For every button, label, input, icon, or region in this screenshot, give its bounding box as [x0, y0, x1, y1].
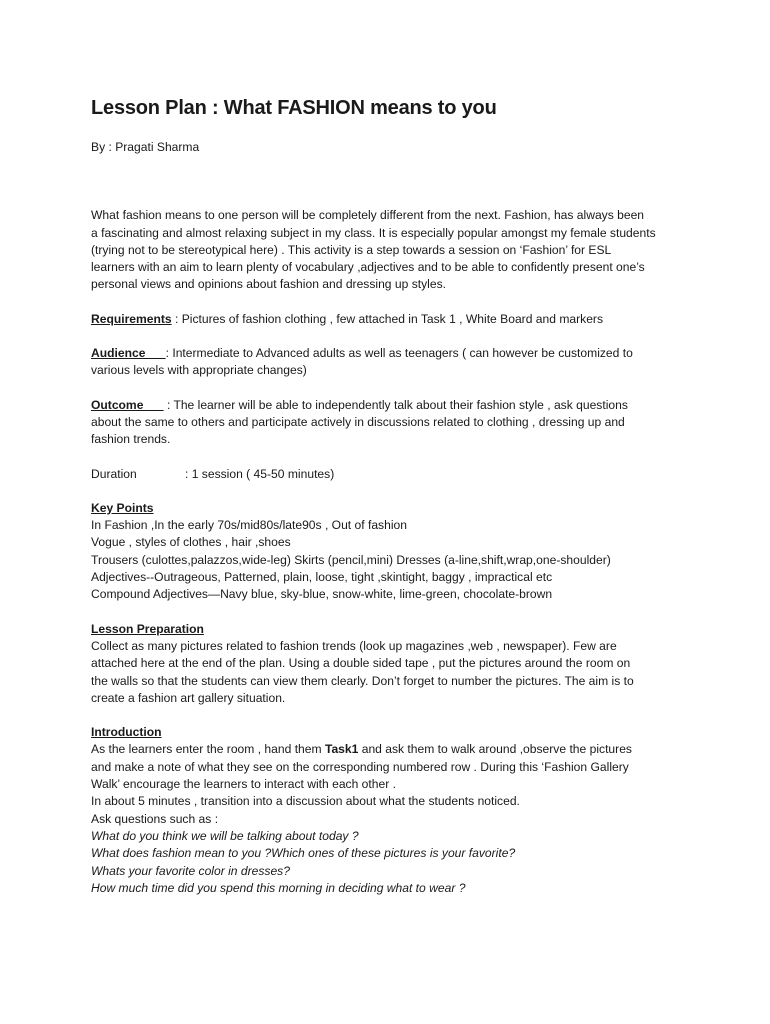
key-point-line: Compound Adjectives—Navy blue, sky-blue, snow-white, lime-green, chocolate-brown — [91, 587, 553, 602]
preparation-line: Collect as many pictures related to fashion trends (look up magazines ,web , newspaper). Few are — [91, 638, 617, 653]
key-point-line: Vogue , styles of clothes , hair ,shoes — [91, 535, 291, 550]
key-points-heading: Key Points — [91, 500, 154, 515]
duration-section — [91, 466, 691, 483]
key-point-line: In Fashion ,In the early 70s/mid80s/late90s , Out of fashion — [91, 518, 407, 533]
lesson-preparation-section — [91, 621, 691, 707]
audience-text: various levels with appropriate changes) — [91, 363, 307, 378]
document-body — [91, 139, 691, 897]
intro-line: personal views and opinions about fashion and dressing up styles. — [91, 277, 446, 292]
intro-line: What fashion means to one person will be completely different from the next. Fashion, has always been — [91, 208, 645, 223]
page-title: Lesson Plan : What FASHION means to you — [91, 97, 497, 119]
outcome-text: about the same to others and participate actively in discussions related to clothing , dressing up and — [91, 414, 625, 429]
audience-label: Audience — [91, 346, 166, 361]
preparation-line: attached here at the end of the plan. Using a double sided tape , put the pictures around the room on — [91, 656, 631, 671]
question-line: What does fashion mean to you ?Which ones of these pictures is your favorite? — [91, 846, 516, 861]
introduction-section — [91, 724, 691, 897]
outcome-section — [91, 397, 691, 449]
outcome-text: : The learner will be able to independently talk about their fashion style , ask questions — [163, 397, 628, 412]
audience-section — [91, 345, 691, 380]
requirements-label: Requirements — [91, 311, 172, 326]
duration-label: Duration — [91, 466, 137, 481]
outcome-label: Outcome — [91, 397, 164, 412]
introduction-heading: Introduction — [91, 725, 162, 740]
question-line: What do you think we will be talking about today ? — [91, 828, 359, 843]
intro-line: (trying not to be stereotypical here) . This activity is a step towards a session on ‘Fashion’ for ESL — [91, 242, 612, 257]
key-point-line: Adjectives--Outrageous, Patterned, plain, loose, tight ,skintight, baggy , impractical etc — [91, 570, 553, 585]
task1-label: Task1 — [324, 742, 359, 757]
introduction-line — [91, 741, 691, 758]
audience-text: : Intermediate to Advanced adults as well as teenagers ( can however be customized to — [165, 346, 633, 361]
key-point-line: Trousers (culottes,palazzos,wide-leg) Skirts (pencil,mini) Dresses (a-line,shift,wrap,one-shoulder) — [91, 552, 611, 567]
key-points-section — [91, 500, 691, 604]
intro-line: learners with an aim to learn plenty of vocabulary ,adjectives and to be able to confidently present one’s — [91, 260, 645, 275]
introduction-line: Walk’ encourage the learners to interact with each other . — [91, 777, 396, 792]
intro-paragraph — [91, 207, 691, 293]
question-line: Whats your favorite color in dresses? — [91, 863, 290, 878]
outcome-text: fashion trends. — [91, 432, 171, 447]
introduction-text: and ask them to walk around ,observe the pictures — [358, 742, 632, 757]
byline: By : Pragati Sharma — [91, 140, 200, 154]
introduction-line: and make a note of what they see on the corresponding numbered row . During this ‘Fashion Gallery — [91, 759, 629, 774]
preparation-line: create a fashion art gallery situation. — [91, 690, 286, 705]
introduction-line: In about 5 minutes , transition into a discussion about what the students noticed. — [91, 794, 520, 809]
preparation-line: the walls so that the students can view them clearly. Don’t forget to number the pictures. The aim is to — [91, 673, 634, 688]
lesson-preparation-heading: Lesson Preparation — [91, 621, 204, 636]
question-line: How much time did you spend this morning in deciding what to wear ? — [91, 880, 466, 895]
introduction-text: As the learners enter the room , hand them — [91, 742, 325, 757]
introduction-line: Ask questions such as : — [91, 811, 219, 826]
requirements-text: : Pictures of fashion clothing , few attached in Task 1 , White Board and markers — [171, 311, 603, 326]
intro-line: a fascinating and almost relaxing subject in my class. It is especially popular amongst my female students — [91, 225, 656, 240]
requirements-section — [91, 311, 691, 328]
duration-value: : 1 session ( 45-50 minutes) — [185, 466, 335, 481]
